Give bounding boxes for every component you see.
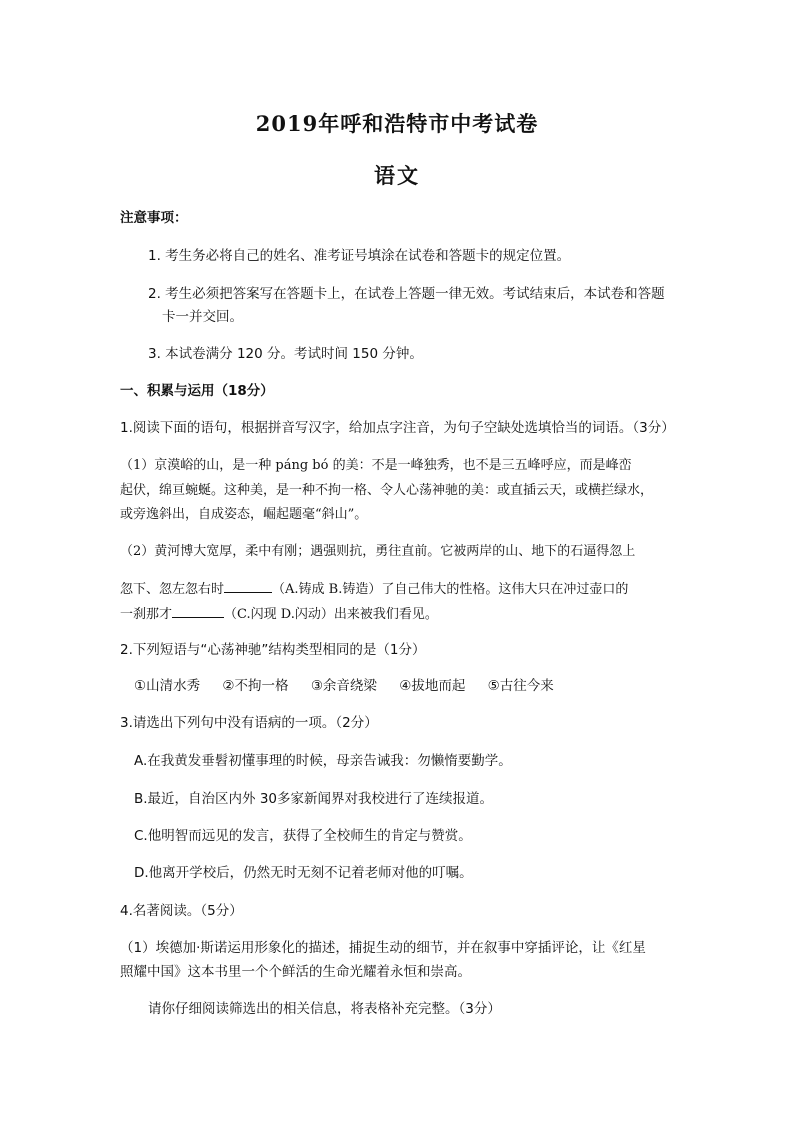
q1-passage2-line2-end: （A.铸成 B.铸造）了自己伟大的性格。这伟大只在冲过壶口的 (272, 582, 629, 597)
notice-heading: 注意事项： (120, 210, 188, 226)
q4-passage-line1: （1）埃德加·斯诺运用形象化的描述，捕捉生动的细节，并在叙事中穿插评论，让《红星 (120, 940, 646, 956)
q2-option-1: ①山清水秀 (134, 678, 201, 694)
q4-passage-line2: 照耀中国》这本书里一个个鲜活的生命光耀着永恒和崇高。 (120, 964, 471, 980)
subject-title: 语文 (374, 164, 420, 188)
q2-stem: 2.下列短语与“心荡神驰”结构类型相同的是（1分） (120, 642, 426, 658)
exam-title: 2019年呼和浩特市中考试卷 (255, 111, 539, 136)
q3-option-a: A.在我黄发垂髫初懂事理的时候，母亲告诫我：勿懒惰要勤学。 (134, 753, 512, 769)
answer-blank-1[interactable] (224, 578, 272, 593)
q1-passage2-line3-end: （C.闪现 D.闪动）出来被我们看见。 (224, 607, 438, 622)
answer-blank-2[interactable] (172, 603, 224, 618)
q1-passage1-line1: （1）京漠峪的山，是一种 páng bó 的美：不是一峰独秀，也不是三五峰呼应，而是峰峦 (120, 458, 632, 473)
section-heading: 一、积累与运用（18分） (120, 383, 274, 399)
q4-instruction: 请你仔细阅读筛选出的相关信息，将表格补充完整。（3分） (148, 1001, 501, 1017)
q1-passage2-line2 (120, 578, 628, 600)
notice-item-1: 1. 考生务必将自己的姓名、准考证号填涂在试卷和答题卡的规定位置。 (148, 248, 571, 264)
q2-options (134, 676, 572, 696)
q4-stem: 4.名著阅读。（5分） (120, 903, 243, 919)
q2-option-2: ②不拘一格 (222, 678, 289, 694)
q1-passage2-line2-start: 忽下、忽左忽右时 (120, 582, 225, 597)
notice-item-3: 3. 本试卷满分 120 分。考试时间 150 分钟。 (148, 346, 423, 362)
q3-option-c: C.他明智而远见的发言，获得了全校师生的肯定与赞赏。 (134, 828, 472, 844)
q1-stem: 1.阅读下面的语句，根据拼音写汉字，给加点字注音，为句子空缺处选填恰当的词语。（3分） (120, 420, 675, 436)
q3-stem: 3.请选出下列句中没有语病的一项。（2分） (120, 715, 378, 731)
q2-option-5: ⑤古往今来 (487, 678, 554, 694)
q1-passage2-line3 (120, 603, 438, 625)
notice-item-2-cont: 卡一并交回。 (162, 309, 243, 325)
q1-passage1-line2: 起伏，绵亘蜿蜒。这种美，是一种不拘一格、令人心荡神驰的美：或直插云天，或横拦绿水， (120, 483, 654, 498)
q1-passage2-line1: （2）黄河博大宽厚，柔中有刚；遇强则抗，勇往直前。它被两岸的山、地下的石逼得忽上 (120, 544, 636, 559)
q3-option-b: B.最近，自治区内外 30多家新闻界对我校进行了连续报道。 (134, 791, 494, 807)
notice-item-2: 2. 考生必须把答案写在答题卡上，在试卷上答题一律无效。考试结束后，本试卷和答题 (148, 286, 665, 302)
q1-passage2-line3-start: 一刹那才 (120, 607, 173, 622)
q2-option-4: ④拔地而起 (399, 678, 466, 694)
q1-passage1-line3: 或旁逸斜出，自成姿态，崛起题毫“斜山”。 (120, 507, 368, 522)
q2-option-3: ③余音绕梁 (310, 678, 377, 694)
q3-option-d: D.他离开学校后，仍然无时无刻不记着老师对他的叮嘱。 (134, 865, 473, 881)
